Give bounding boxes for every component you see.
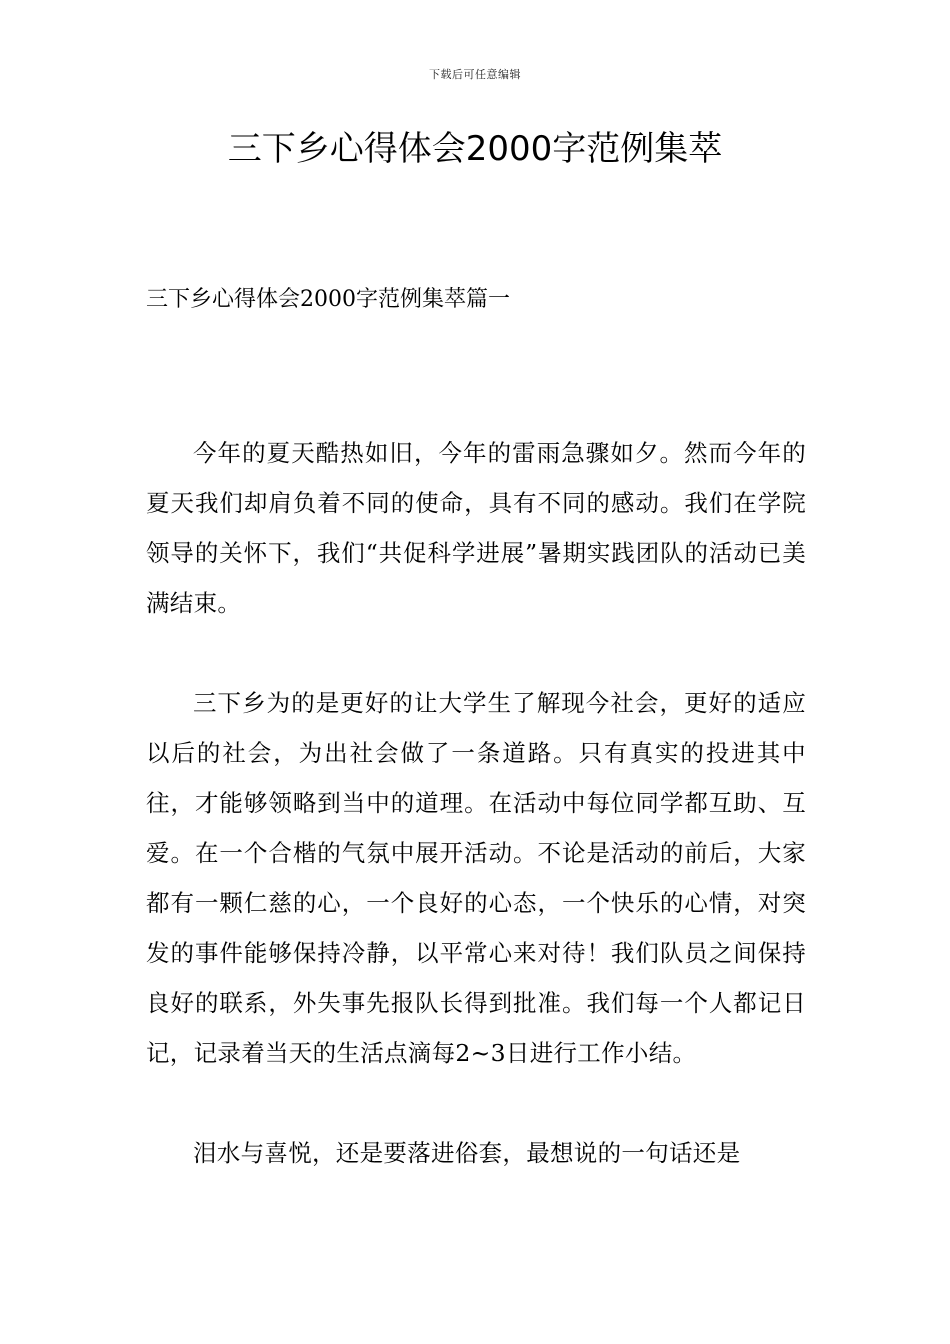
body-text [146,428,806,1228]
paragraph: 泪水与喜悦，还是要落进俗套，最想说的一句话还是 [193,1139,741,1167]
header-note: 下载后可任意编辑 [429,68,521,81]
paragraph: 今年的夏天酷热如旧，今年的雷雨急骤如夕。然而今年的夏天我们却肩负着不同的使命，具有不同的感动。我们在学院领导的关怀下，我们“共促科学进展”暑期实践团队的活动已美满结束。 [146,439,806,617]
section-heading: 三下乡心得体会2000字范例集萃篇一 [146,287,510,312]
paragraph: 三下乡为的是更好的让大学生了解现今社会，更好的适应以后的社会，为出社会做了一条道路。只有真实的投进其中往，才能够领略到当中的道理。在活动中每位同学都互助、互爱。在一个合楷的气氛中展开活动。不论是活动的前后，大家都有一颗仁慈的心，一个良好的心态，一个快乐的心情，对突发的事件能够保持冷静，以平常心来对待！我们队员之间保持良好的联系，外失事先报队长得到批准。我们每一个人都记日记，记录着当天的生活点滴每2~3日进行工作小结。 [146,689,806,1067]
document-title: 三下乡心得体会2000字范例集萃 [227,129,723,169]
